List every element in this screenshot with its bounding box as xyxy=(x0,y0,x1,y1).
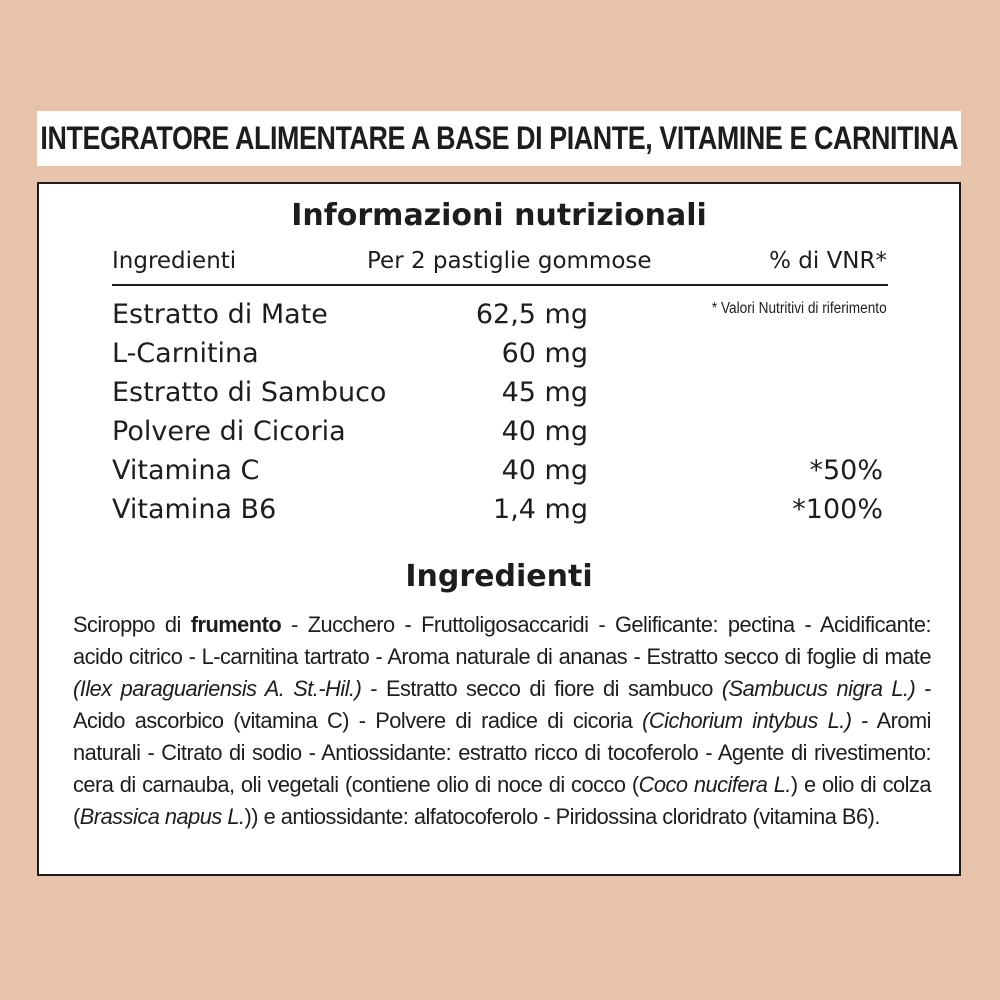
ingredients-text-part: - Acido ascorbico (vitamina C) - Polvere di radice di cicoria xyxy=(73,676,931,733)
row-name: Vitamina C xyxy=(112,455,260,486)
botanical-name: (Sambucus nigra L.) xyxy=(721,676,916,701)
row-amount: 40 mg xyxy=(501,416,588,447)
info-panel xyxy=(37,182,961,876)
header-vnr: % di VNR* xyxy=(769,248,887,274)
row-name: Vitamina B6 xyxy=(112,494,277,525)
botanical-name: (Cichorium intybus L.) xyxy=(642,708,852,733)
botanical-name: Coco nucifera L. xyxy=(638,772,791,797)
row-name: Estratto di Mate xyxy=(112,299,328,330)
row-vnr: *50% xyxy=(809,455,883,486)
row-amount: 62,5 mg xyxy=(475,299,588,330)
allergen-highlight: frumento xyxy=(190,612,282,637)
headline: INTEGRATORE ALIMENTARE A BASE DI PIANTE, VITAMINE E CARNITINA xyxy=(40,120,958,156)
ingredients-text-part: )) e antiossidante: alfatocoferolo - Piridossina cloridrato (vitamina B6). xyxy=(244,804,880,829)
row-amount: 1,4 mg xyxy=(493,494,588,525)
header-per-dose: Per 2 pastiglie gommose xyxy=(367,248,652,274)
header-ingredients: Ingredienti xyxy=(112,248,237,274)
nutrition-title: Informazioni nutrizionali xyxy=(291,198,707,233)
ingredients-text xyxy=(73,609,931,833)
ingredients-text-part: - Aromi naturali - Citrato di sodio - Antiossidante: estratto ricco di tocoferolo - Agente di rivestimento: cera di carnauba, oli vegetali (contiene olio di noce di cocco ( xyxy=(73,708,931,797)
ingredients-text-part: ) e olio di colza ( xyxy=(73,772,931,829)
botanical-name: (Ilex paraguariensis A. St.-Hil.) xyxy=(73,676,362,701)
botanical-name: Brassica napus L. xyxy=(79,804,245,829)
row-amount: 40 mg xyxy=(501,455,588,486)
ingredients-text-part: - Estratto secco di fiore di sambuco xyxy=(361,676,722,701)
row-vnr: *100% xyxy=(792,494,883,525)
row-amount: 60 mg xyxy=(501,338,588,369)
vnr-footnote: * Valori Nutritivi di riferimento xyxy=(712,300,887,317)
ingredients-text-part: - Zucchero - Fruttoligosaccaridi - Gelificante: pectina - Acidificante: acido citrico - L-carnitina tartrato - Aroma naturale di ananas - Estratto secco di foglie di mate xyxy=(73,612,931,669)
row-amount: 45 mg xyxy=(501,377,588,408)
header-rule xyxy=(112,284,888,286)
ingredients-title: Ingredienti xyxy=(405,559,593,594)
row-name: Polvere di Cicoria xyxy=(112,416,346,447)
row-name: L-Carnitina xyxy=(112,338,259,369)
row-name: Estratto di Sambuco xyxy=(112,377,387,408)
ingredients-text-part: Sciroppo di xyxy=(73,612,191,637)
headline-banner xyxy=(37,111,961,166)
